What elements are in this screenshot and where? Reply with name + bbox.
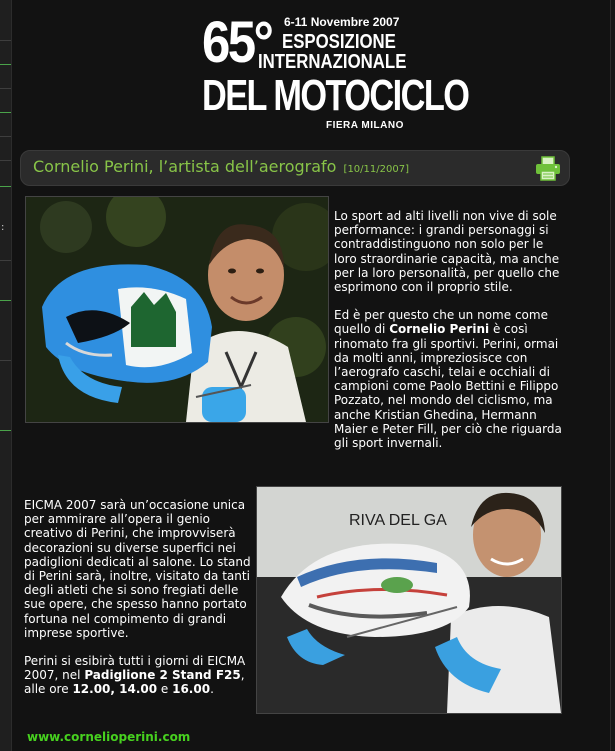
- nav-divider: [0, 64, 11, 65]
- nav-divider: [0, 260, 11, 261]
- article-date: [10/11/2007]: [343, 164, 409, 175]
- nav-divider: [0, 88, 11, 89]
- nav-divider: [0, 136, 11, 137]
- article-title: [33, 157, 409, 176]
- nav-divider: [0, 40, 11, 41]
- nav-divider: [0, 186, 11, 187]
- paragraph-2-part-b: è così rinomato fra gli sportivi. Perini, ormai da molti anni, impreziosisce con l’aerografo caschi, telai e occhiali di campioni come Paolo Bettini e Filippo Pozzato, nel mondo del ciclismo, ma anche Kristian Ghedina, Hermann Maier e Peter Fill, per ciò che riguarda gli sport invernali.: [334, 322, 562, 451]
- logo-line-2: INTERNAZIONALE: [258, 51, 407, 73]
- logo-number: 65°: [202, 10, 272, 75]
- main-content: [12, 0, 611, 751]
- nav-divider: [0, 360, 11, 361]
- logo-line-1: ESPOSIZIONE: [282, 31, 396, 53]
- article-title-text: Cornelio Perini, l’artista dell’aerografo: [33, 157, 337, 176]
- show-time-last: 16.00: [172, 682, 211, 697]
- logo-dates: 6-11 Novembre 2007: [284, 15, 400, 29]
- artist-name: Cornelio Perini: [389, 322, 490, 337]
- artist-bike-helmet-photo: [256, 486, 562, 714]
- paragraph-1: Lo sport ad alti livelli non vive di sole performance: i grandi personaggi si contraddistinguono non solo per le loro straordinarie capacità, ma anche per la loro personalità, per quello che esprimono con il proprio stile.: [334, 209, 560, 295]
- article-event-text: [24, 498, 256, 711]
- artist-helmet-photo: [25, 196, 329, 423]
- stand-location: Padiglione 2 Stand F25: [84, 668, 241, 683]
- show-times: 12.00, 14.00: [72, 682, 158, 697]
- artist-website-link[interactable]: www.cornelioperini.com: [27, 730, 191, 744]
- eicma-logo: [202, 10, 469, 137]
- article-title-bar: [20, 150, 570, 186]
- paragraph-3: EICMA 2007 sarà un’occasione unica per ammirare all’opera il genio creativo di Perini, che improvviserà decorazioni su diverse superfici nei padiglioni dedicati al salone. Lo stand di Perini sarà, inoltre, visitato da tanti degli atleti che si sono fregiati delle sue opere, che spesso hanno portato fortuna nel compimento di grandi imprese sportive.: [24, 498, 251, 640]
- left-navigation-strip: [0, 0, 12, 751]
- paragraph-4-part-a: Perini si esibirà tutti i giorni di EICMA 2007, nel: [24, 654, 246, 683]
- nav-divider: [0, 300, 11, 301]
- printer-icon[interactable]: [533, 153, 563, 183]
- nav-divider: [0, 112, 11, 113]
- logo-line-3: DEL MOTOCICLO: [202, 71, 469, 120]
- paragraph-4-part-c: , alle ore: [24, 668, 245, 697]
- nav-divider: [0, 160, 11, 161]
- paragraph-4: [24, 654, 256, 697]
- paragraph-4-part-d: e: [157, 682, 173, 697]
- paragraph-4-part-e: .: [210, 682, 214, 697]
- article-intro-text: [334, 209, 562, 464]
- nav-fragment: :: [1, 222, 5, 233]
- paragraph-2-part-a: Ed è per questo che un nome come quello di: [334, 308, 548, 337]
- paragraph-2: [334, 308, 562, 450]
- photo-sign-text: RIVA DEL GA: [349, 512, 447, 529]
- logo-venue: FIERA MILANO: [326, 120, 404, 131]
- nav-divider: [0, 430, 11, 431]
